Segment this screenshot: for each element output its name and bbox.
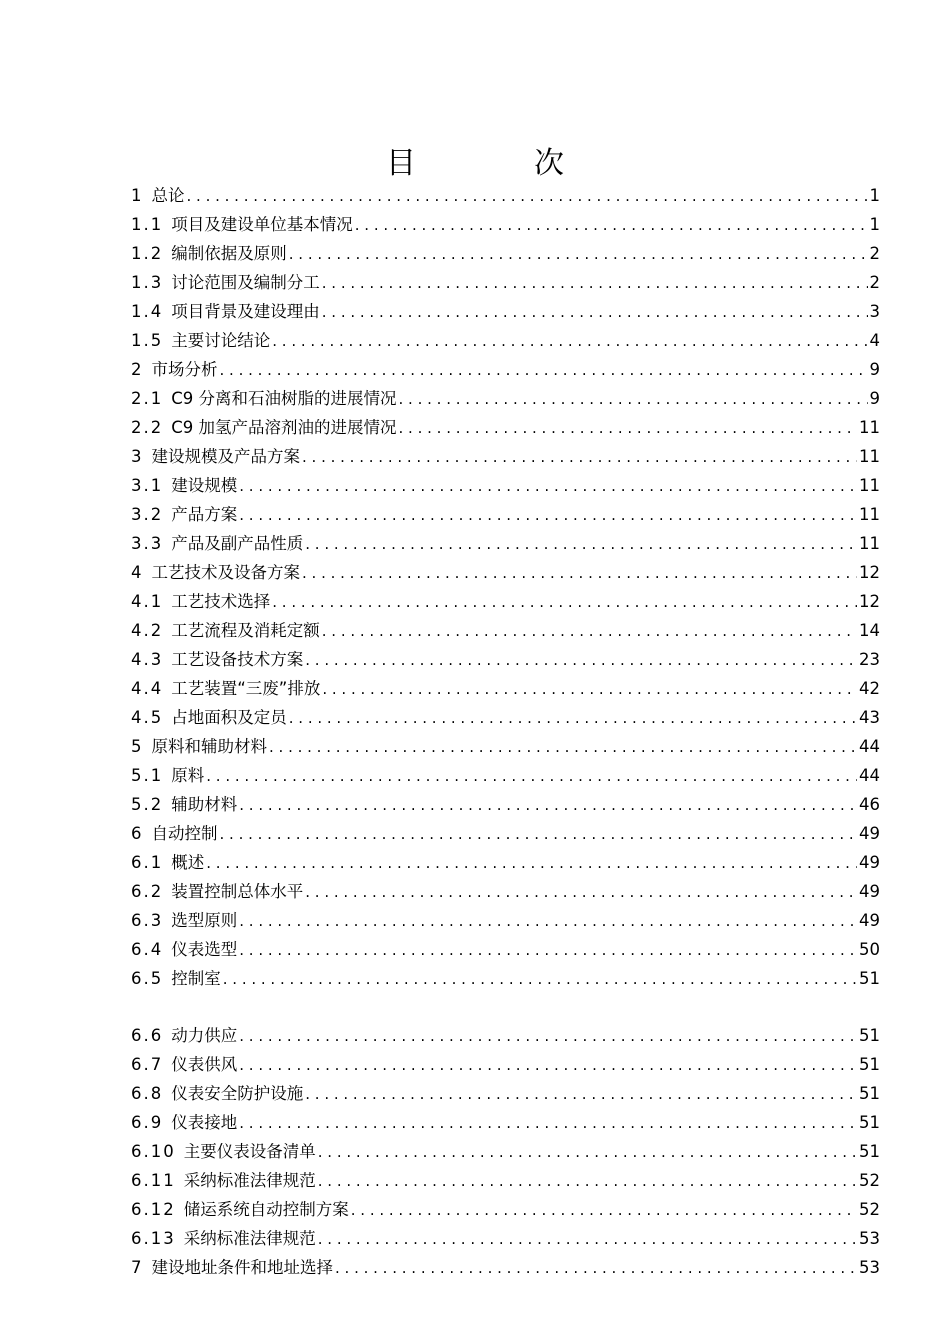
toc-entry-page: 2 [869, 273, 880, 292]
toc-entry-number: 6.9 [131, 1113, 164, 1132]
toc-entry-title: 建设地址条件和地址选择 [151, 1258, 333, 1277]
toc-dot-leader [239, 472, 857, 501]
toc-entry[interactable] [131, 1253, 880, 1282]
toc-entry-title: 辅助材料 [171, 795, 238, 814]
toc-entry-page: 44 [859, 737, 880, 756]
toc-entry-title: 储运系统自动控制方案 [183, 1200, 349, 1219]
toc-entry-title: 编制依据及原则 [171, 244, 287, 263]
toc-entry-title: 产品方案 [171, 505, 238, 524]
toc-entry-page: 53 [859, 1229, 880, 1248]
toc-entry[interactable] [131, 1108, 880, 1137]
toc-entry-page: 49 [859, 882, 880, 901]
toc-entry-page: 49 [859, 824, 880, 843]
toc-dot-leader [318, 1167, 857, 1196]
toc-dot-leader [355, 211, 868, 240]
toc-entry-page: 51 [859, 1084, 880, 1103]
toc-entry-number: 6.12 [131, 1200, 176, 1219]
toc-entry[interactable] [131, 442, 880, 471]
toc-entry-title: 主要仪表设备清单 [183, 1142, 316, 1161]
toc-entry-number: 5 [131, 737, 144, 756]
toc-entry-number: 6.10 [131, 1142, 176, 1161]
toc-dot-leader [318, 1138, 857, 1167]
toc-entry-page: 44 [859, 766, 880, 785]
toc-dot-leader [289, 704, 857, 733]
toc-entry-title: 采纳标准法律规范 [183, 1229, 316, 1248]
toc-entry-page: 49 [859, 853, 880, 872]
toc-entry[interactable] [131, 210, 880, 239]
toc-entry[interactable] [131, 1166, 880, 1195]
toc-entry-title: 原料和辅助材料 [151, 737, 267, 756]
toc-dot-leader [322, 617, 857, 646]
toc-entry[interactable] [131, 877, 880, 906]
toc-entry-title: 动力供应 [171, 1026, 238, 1045]
toc-entry-number: 3.3 [131, 534, 164, 553]
toc-dot-leader [322, 675, 857, 704]
toc-entry-page: 12 [859, 592, 880, 611]
toc-entry-number: 1.3 [131, 273, 164, 292]
toc-entry[interactable] [131, 761, 880, 790]
toc-entry-page: 46 [859, 795, 880, 814]
toc-entry[interactable] [131, 413, 880, 442]
toc-dot-leader [223, 965, 857, 994]
toc-entry-number: 3.1 [131, 476, 164, 495]
toc-entry-number: 6.5 [131, 969, 164, 988]
toc-dot-leader [220, 820, 858, 849]
toc-entry-page: 52 [859, 1200, 880, 1219]
toc-entry[interactable] [131, 326, 880, 355]
toc-entry-page: 1 [869, 215, 880, 234]
toc-entry[interactable] [131, 1224, 880, 1253]
toc-entry-number: 6.7 [131, 1055, 164, 1074]
toc-entry-title: 仪表安全防护设施 [171, 1084, 304, 1103]
toc-entry-number: 6.4 [131, 940, 164, 959]
toc-entry-title: 总论 [151, 186, 185, 205]
toc-dot-leader [239, 1109, 857, 1138]
toc-entry-title: 项目背景及建设理由 [171, 302, 320, 321]
toc-dot-leader [239, 1051, 857, 1080]
toc-entry-title: 选型原则 [171, 911, 238, 930]
toc-entry-number: 1.5 [131, 331, 164, 350]
toc-dot-leader [302, 443, 857, 472]
toc-entry-number: 6.8 [131, 1084, 164, 1103]
toc-entry-number: 4.4 [131, 679, 164, 698]
toc-entry-page: 12 [859, 563, 880, 582]
toc-dot-leader [269, 733, 857, 762]
table-of-contents [131, 181, 880, 1282]
toc-dot-leader [239, 791, 857, 820]
toc-entry[interactable] [131, 268, 880, 297]
toc-entry-title: 仪表供风 [171, 1055, 238, 1074]
toc-entry-title: C9 加氢产品溶剂油的进展情况 [171, 418, 397, 437]
toc-entry-number: 4 [131, 563, 144, 582]
toc-entry-number: 6.2 [131, 882, 164, 901]
toc-entry[interactable] [131, 674, 880, 703]
toc-entry-page: 50 [859, 940, 880, 959]
toc-entry-title: 讨论范围及编制分工 [171, 273, 320, 292]
toc-dot-leader [322, 298, 868, 327]
toc-entry-page: 51 [859, 1142, 880, 1161]
toc-entry-number: 3 [131, 447, 144, 466]
toc-entry[interactable] [131, 964, 880, 993]
toc-entry-page: 11 [859, 447, 880, 466]
toc-entry-number: 2.1 [131, 389, 164, 408]
toc-entry-page: 11 [859, 418, 880, 437]
toc-entry-title: 主要讨论结论 [171, 331, 271, 350]
toc-dot-leader [322, 269, 868, 298]
toc-entry-title: 自动控制 [151, 824, 218, 843]
toc-entry[interactable] [131, 1195, 880, 1224]
toc-entry-page: 9 [869, 389, 880, 408]
toc-dot-leader [302, 559, 857, 588]
toc-entry-title: 装置控制总体水平 [171, 882, 304, 901]
toc-entry-page: 1 [869, 186, 880, 205]
toc-dot-leader [289, 240, 868, 269]
toc-entry[interactable] [131, 239, 880, 268]
toc-entry[interactable] [131, 587, 880, 616]
toc-entry-title: 仪表接地 [171, 1113, 238, 1132]
toc-dot-leader [305, 878, 857, 907]
toc-entry[interactable] [131, 529, 880, 558]
toc-entry-title: 市场分析 [151, 360, 218, 379]
toc-entry-title: 占地面积及定员 [171, 708, 287, 727]
toc-entry[interactable] [131, 819, 880, 848]
toc-entry[interactable] [131, 616, 880, 645]
toc-entry-number: 4.2 [131, 621, 164, 640]
toc-entry-number: 2.2 [131, 418, 164, 437]
toc-entry-page: 4 [869, 331, 880, 350]
toc-entry-number: 6.1 [131, 853, 164, 872]
toc-entry-page: 14 [859, 621, 880, 640]
toc-entry-title: C9 分离和石油树脂的进展情况 [171, 389, 397, 408]
toc-entry-number: 7 [131, 1258, 144, 1277]
toc-dot-leader [305, 530, 857, 559]
toc-entry[interactable] [131, 848, 880, 877]
toc-dot-leader [239, 907, 857, 936]
toc-entry-page: 11 [859, 476, 880, 495]
toc-dot-leader [305, 1080, 857, 1109]
page-title: 目 次 [386, 146, 608, 181]
toc-entry-title: 工艺技术及设备方案 [151, 563, 300, 582]
toc-entry[interactable] [131, 558, 880, 587]
toc-entry[interactable] [131, 1021, 880, 1050]
toc-entry-number: 2 [131, 360, 144, 379]
toc-dot-leader [351, 1196, 857, 1225]
toc-dot-leader [272, 588, 857, 617]
toc-entry-number: 6 [131, 824, 144, 843]
toc-entry-number: 6.6 [131, 1026, 164, 1045]
toc-entry[interactable] [131, 297, 880, 326]
toc-entry[interactable] [131, 935, 880, 964]
toc-dot-leader [239, 1022, 857, 1051]
toc-entry-number: 6.13 [131, 1229, 176, 1248]
toc-entry-title: 采纳标准法律规范 [183, 1171, 316, 1190]
toc-entry-title: 概述 [171, 853, 205, 872]
toc-entry-page: 49 [859, 911, 880, 930]
toc-entry-page: 9 [869, 360, 880, 379]
toc-entry-title: 工艺流程及消耗定额 [171, 621, 320, 640]
toc-dot-leader [206, 849, 857, 878]
toc-entry[interactable] [131, 471, 880, 500]
toc-entry-page: 53 [859, 1258, 880, 1277]
toc-entry-title: 工艺设备技术方案 [171, 650, 304, 669]
toc-entry-page: 43 [859, 708, 880, 727]
toc-entry[interactable] [131, 1137, 880, 1166]
toc-entry-page: 11 [859, 534, 880, 553]
toc-entry[interactable] [131, 906, 880, 935]
toc-entry-number: 4.5 [131, 708, 164, 727]
toc-entry-page: 23 [859, 650, 880, 669]
toc-entry-number: 4.1 [131, 592, 164, 611]
toc-dot-leader [239, 501, 857, 530]
toc-entry-title: 原料 [171, 766, 205, 785]
toc-entry[interactable] [131, 703, 880, 732]
toc-entry-page: 2 [869, 244, 880, 263]
toc-entry-page: 51 [859, 1113, 880, 1132]
toc-dot-leader [206, 762, 857, 791]
toc-dot-leader [239, 936, 857, 965]
toc-entry[interactable] [131, 500, 880, 529]
toc-dot-leader [335, 1254, 857, 1283]
toc-entry-number: 6.11 [131, 1171, 176, 1190]
toc-dot-leader [187, 182, 868, 211]
toc-entry[interactable] [131, 732, 880, 761]
toc-entry-title: 建设规模及产品方案 [151, 447, 300, 466]
toc-dot-leader [272, 327, 867, 356]
toc-entry-page: 51 [859, 1055, 880, 1074]
toc-dot-leader [305, 646, 857, 675]
toc-dot-leader [220, 356, 868, 385]
toc-entry-number: 4.3 [131, 650, 164, 669]
toc-entry[interactable] [131, 1050, 880, 1079]
toc-entry-page: 51 [859, 1026, 880, 1045]
toc-entry-number: 6.3 [131, 911, 164, 930]
toc-entry-page: 42 [859, 679, 880, 698]
toc-entry-title: 工艺技术选择 [171, 592, 271, 611]
toc-entry-number: 1 [131, 186, 144, 205]
toc-entry[interactable] [131, 384, 880, 413]
toc-dot-leader [399, 414, 857, 443]
toc-entry-title: 仪表选型 [171, 940, 238, 959]
toc-entry-page: 11 [859, 505, 880, 524]
toc-entry[interactable] [131, 645, 880, 674]
toc-entry-page: 51 [859, 969, 880, 988]
toc-entry[interactable] [131, 355, 880, 384]
toc-entry-number: 5.2 [131, 795, 164, 814]
toc-entry-number: 1.2 [131, 244, 164, 263]
toc-entry-title: 工艺装置“三废”排放 [171, 679, 321, 698]
toc-entry-number: 5.1 [131, 766, 164, 785]
toc-entry-title: 建设规模 [171, 476, 238, 495]
toc-entry[interactable] [131, 181, 880, 210]
toc-entry-page: 52 [859, 1171, 880, 1190]
toc-entry-number: 1.1 [131, 215, 164, 234]
toc-entry[interactable] [131, 790, 880, 819]
toc-entry-title: 项目及建设单位基本情况 [171, 215, 353, 234]
toc-entry-page: 3 [869, 302, 880, 321]
toc-entry-title: 产品及副产品性质 [171, 534, 304, 553]
toc-entry-number: 3.2 [131, 505, 164, 524]
toc-entry-title: 控制室 [171, 969, 221, 988]
toc-entry-number: 1.4 [131, 302, 164, 321]
toc-dot-leader [318, 1225, 857, 1254]
toc-dot-leader [399, 385, 868, 414]
toc-entry[interactable] [131, 1079, 880, 1108]
